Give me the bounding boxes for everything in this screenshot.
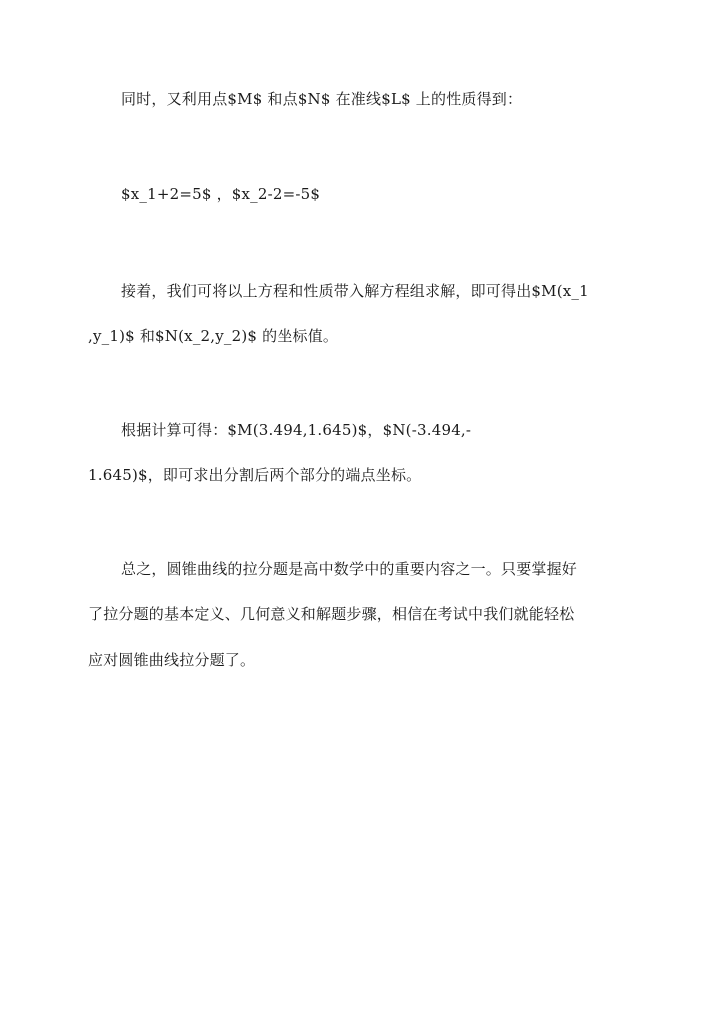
- paragraph-3-line-2: ,y_1)$ 和$N(x_2,y_2)$ 的坐标值。: [88, 327, 339, 345]
- paragraph-3-line-1: 接着，我们可将以上方程和性质带入解方程组求解，即可得出$M(x_1: [121, 282, 589, 300]
- paragraph-5-line-1: 总之，圆锥曲线的拉分题是高中数学中的重要内容之一。只要掌握好: [121, 560, 578, 578]
- paragraph-4-line-1: 根据计算可得：$M(3.494,1.645)$，$N(-3.494,-: [121, 421, 472, 439]
- paragraph-5-line-3: 应对圆锥曲线拉分题了。: [88, 651, 256, 669]
- paragraph-4-line-2: 1.645)$，即可求出分割后两个部分的端点坐标。: [88, 466, 422, 484]
- paragraph-5-line-2: 了拉分题的基本定义、几何意义和解题步骤，相信在考试中我们就能轻松: [88, 605, 575, 623]
- paragraph-2-line-1: $x_1+2=5$ ，$x_2-2=-5$: [121, 185, 321, 203]
- paragraph-1-line-1: 同时，又利用点$M$ 和点$N$ 在准线$L$ 上的性质得到：: [121, 90, 523, 108]
